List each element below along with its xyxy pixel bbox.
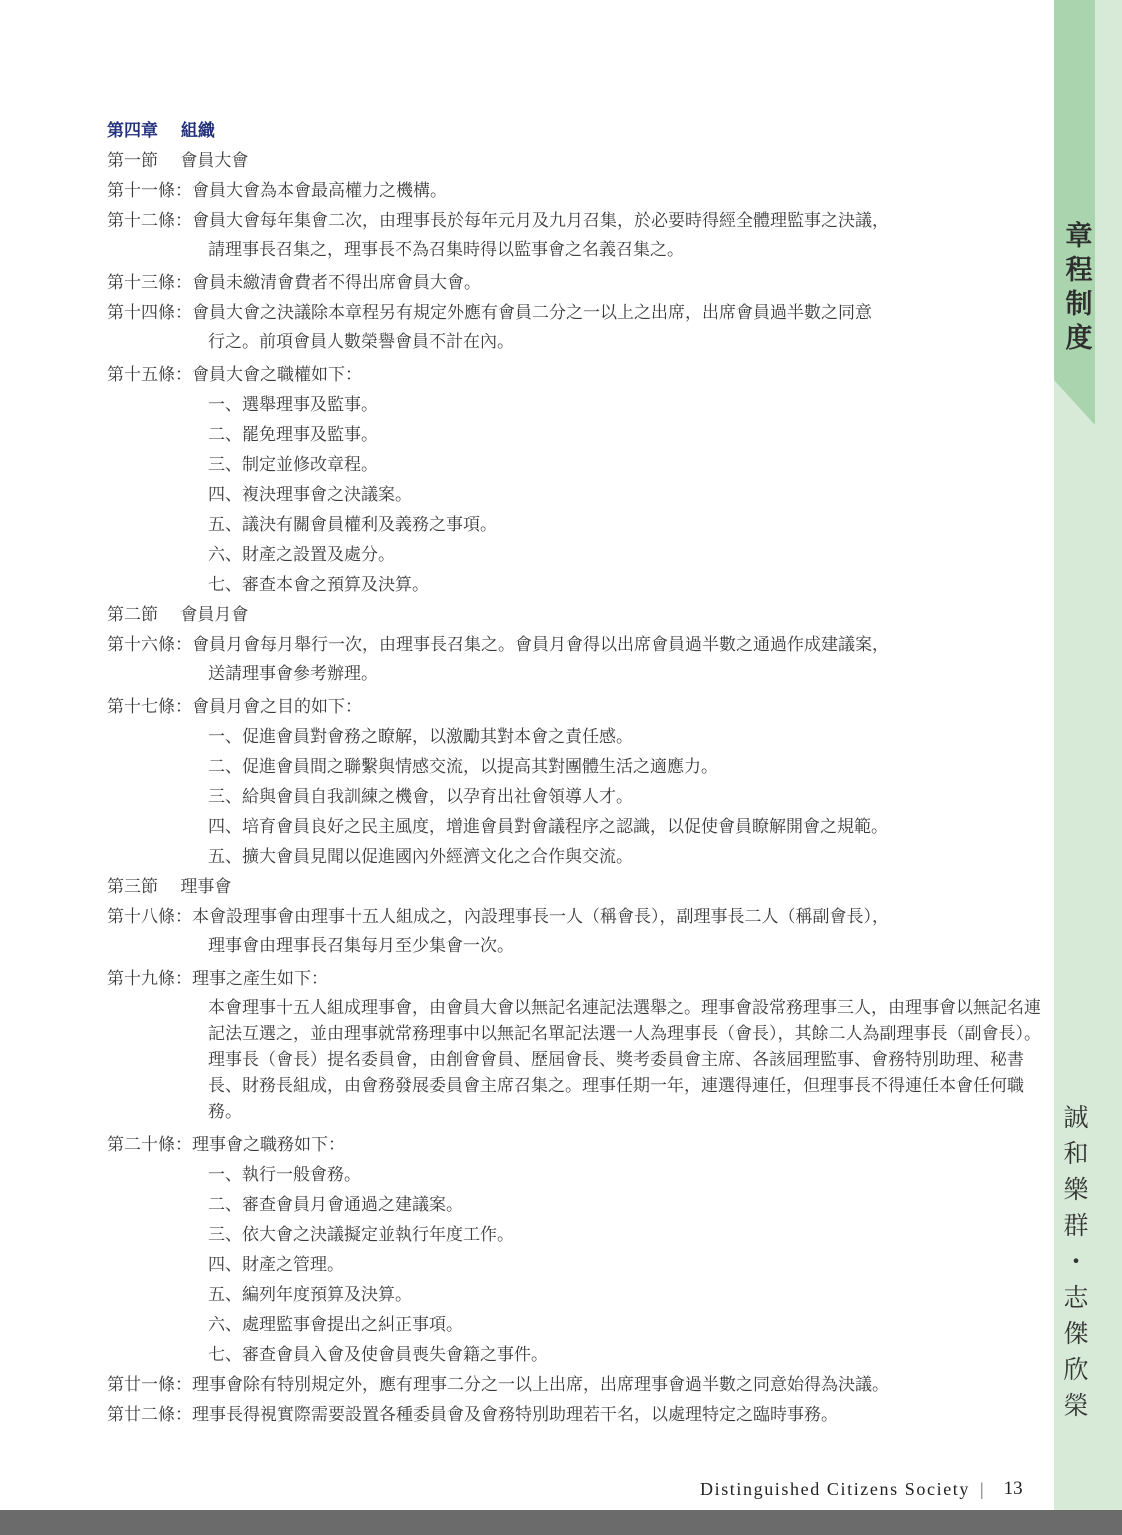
list-item: 七、審查會員入會及使會員喪失會籍之事件。: [208, 1345, 548, 1365]
section-heading: 第二節 會員月會: [107, 605, 249, 625]
list-item: 一、選舉理事及監事。: [208, 395, 378, 415]
article-11: [107, 176, 1047, 206]
list-item: 三、依大會之決議擬定並執行年度工作。: [208, 1225, 514, 1245]
list-item: 四、財產之管理。: [208, 1255, 344, 1275]
list-item: 四、複決理事會之決議案。: [208, 485, 412, 505]
list-item: 二、罷免理事及監事。: [208, 425, 378, 445]
motto-char: ・: [1063, 1247, 1089, 1276]
article-text: 會員大會每年集會二次，由理事長於每年元月及九月召集，於必要時得經全體理監事之決議，: [192, 211, 889, 231]
chapter-heading: 第四章 組織: [107, 121, 215, 141]
article-label: 第十四條：: [107, 303, 192, 323]
article-label: 第十五條：: [107, 365, 192, 385]
side-title-char: 程: [1065, 255, 1093, 286]
side-title-char: 度: [1065, 323, 1093, 354]
side-title-char: 章: [1065, 221, 1093, 252]
motto-char: 傑: [1063, 1319, 1089, 1348]
article-continuation: 送請理事會參考辦理。: [208, 664, 378, 684]
article-label: 第十八條：: [107, 907, 192, 927]
article-text: 會員大會之決議除本章程另有規定外應有會員二分之一以上之出席，出席會員過半數之同意: [192, 303, 872, 323]
article-14: [107, 298, 1047, 328]
article-label: 第十九條：: [107, 969, 192, 989]
article-body: 本會理事十五人組成理事會，由會員大會以無記名連記法選舉之。理事會設常務理事三人，由理事會以無記名連記法互選之，並由理事就常務理事中以無記名單記法選一人為理事長（會長），其餘二人為副理事長（副會長）。理事長（會長）提名委員會，由創會會員、歷屆會長、獎考委員會主席、各該屆理監事、會務特別助理、秘書長、財務長組成，由會務發展委員會主席召集之。理事任期一年，連選得連任，但理事長不得連任本會任何職務。: [208, 998, 1041, 1122]
article-text: 理事長得視實際需要設置各種委員會及會務特別助理若干名，以處理特定之臨時事務。: [192, 1405, 838, 1425]
article-continuation: 請理事長召集之，理事長不為召集時得以監事會之名義召集之。: [208, 240, 684, 260]
article-text: 理事會之職務如下：: [192, 1135, 345, 1155]
article-22: [107, 1400, 1047, 1430]
article-19: [107, 964, 1047, 994]
motto-char: 欣: [1063, 1355, 1089, 1384]
article-20: [107, 1130, 1047, 1160]
article-15: [107, 360, 1047, 390]
page-footer: [700, 1475, 1080, 1503]
article-label: 第十三條：: [107, 273, 192, 293]
list-item: 三、給與會員自我訓練之機會，以孕育出社會領導人才。: [208, 787, 633, 807]
article-label: 第廿二條：: [107, 1405, 192, 1425]
section-heading: 第三節 理事會: [107, 877, 232, 897]
article-continuation: 理事會由理事長召集每月至少集會一次。: [208, 936, 514, 956]
article-continuation: 行之。前項會員人數榮譽會員不計在內。: [208, 332, 514, 352]
article-17: [107, 692, 1047, 722]
article-label: 第十七條：: [107, 697, 192, 717]
bottom-bar: [0, 1510, 1122, 1535]
motto-char: 榮: [1063, 1391, 1089, 1420]
list-item: 五、議決有關會員權利及義務之事項。: [208, 515, 497, 535]
article-12: [107, 206, 1047, 236]
list-item: 六、財產之設置及處分。: [208, 545, 395, 565]
article-text: 會員月會每月舉行一次，由理事長召集之。會員月會得以出席會員過半數之通過作成建議案，: [192, 635, 889, 655]
article-text: 理事之產生如下：: [192, 969, 328, 989]
list-item: 五、編列年度預算及決算。: [208, 1285, 412, 1305]
list-item: 四、培育會員良好之民主風度，增進會員對會議程序之認識，以促使會員瞭解開會之規範。: [208, 817, 888, 837]
motto-char: 樂: [1063, 1175, 1089, 1204]
footer-separator: |: [980, 1478, 984, 1499]
list-item: 一、執行一般會務。: [208, 1165, 361, 1185]
page-number: 13: [1003, 1478, 1023, 1499]
article-label: 第十六條：: [107, 635, 192, 655]
article-text: 會員未繳清會費者不得出席會員大會。: [192, 273, 481, 293]
article-text: 理事會除有特別規定外，應有理事二分之一以上出席，出席理事會過半數之同意始得為決議。: [192, 1375, 889, 1395]
section-heading: 第一節 會員大會: [107, 151, 249, 171]
list-item: 七、審查本會之預算及決算。: [208, 575, 429, 595]
motto-char: 群: [1063, 1211, 1089, 1240]
article-label: 第十二條：: [107, 211, 192, 231]
article-text: 會員月會之目的如下：: [192, 697, 362, 717]
side-motto: [1061, 1100, 1091, 1424]
list-item: 一、促進會員對會務之瞭解，以激勵其對本會之責任感。: [208, 727, 633, 747]
document-body: [107, 116, 1047, 1430]
side-title: [1062, 220, 1096, 356]
list-item: 二、促進會員間之聯繫與情感交流，以提高其對團體生活之適應力。: [208, 757, 718, 777]
article-18: [107, 902, 1047, 932]
side-title-char: 制: [1065, 289, 1093, 320]
article-21: [107, 1370, 1047, 1400]
list-item: 六、處理監事會提出之糾正事項。: [208, 1315, 463, 1335]
article-16: [107, 630, 1047, 660]
motto-char: 和: [1063, 1139, 1089, 1168]
society-name: Distinguished Citizens Society: [700, 1478, 970, 1499]
article-text: 會員大會之職權如下：: [192, 365, 362, 385]
article-label: 第二十條：: [107, 1135, 192, 1155]
list-item: 二、審查會員月會通過之建議案。: [208, 1195, 463, 1215]
article-label: 第十一條：: [107, 181, 192, 201]
article-text: 本會設理事會由理事十五人組成之，內設理事長一人（稱會長），副理事長二人（稱副會長），: [192, 907, 889, 927]
article-text: 會員大會為本會最高權力之機構。: [192, 181, 447, 201]
article-label: 第廿一條：: [107, 1375, 192, 1395]
list-item: 三、制定並修改章程。: [208, 455, 378, 475]
list-item: 五、擴大會員見聞以促進國內外經濟文化之合作與交流。: [208, 847, 633, 867]
motto-char: 誠: [1063, 1103, 1089, 1132]
article-13: [107, 268, 1047, 298]
motto-char: 志: [1063, 1283, 1089, 1312]
